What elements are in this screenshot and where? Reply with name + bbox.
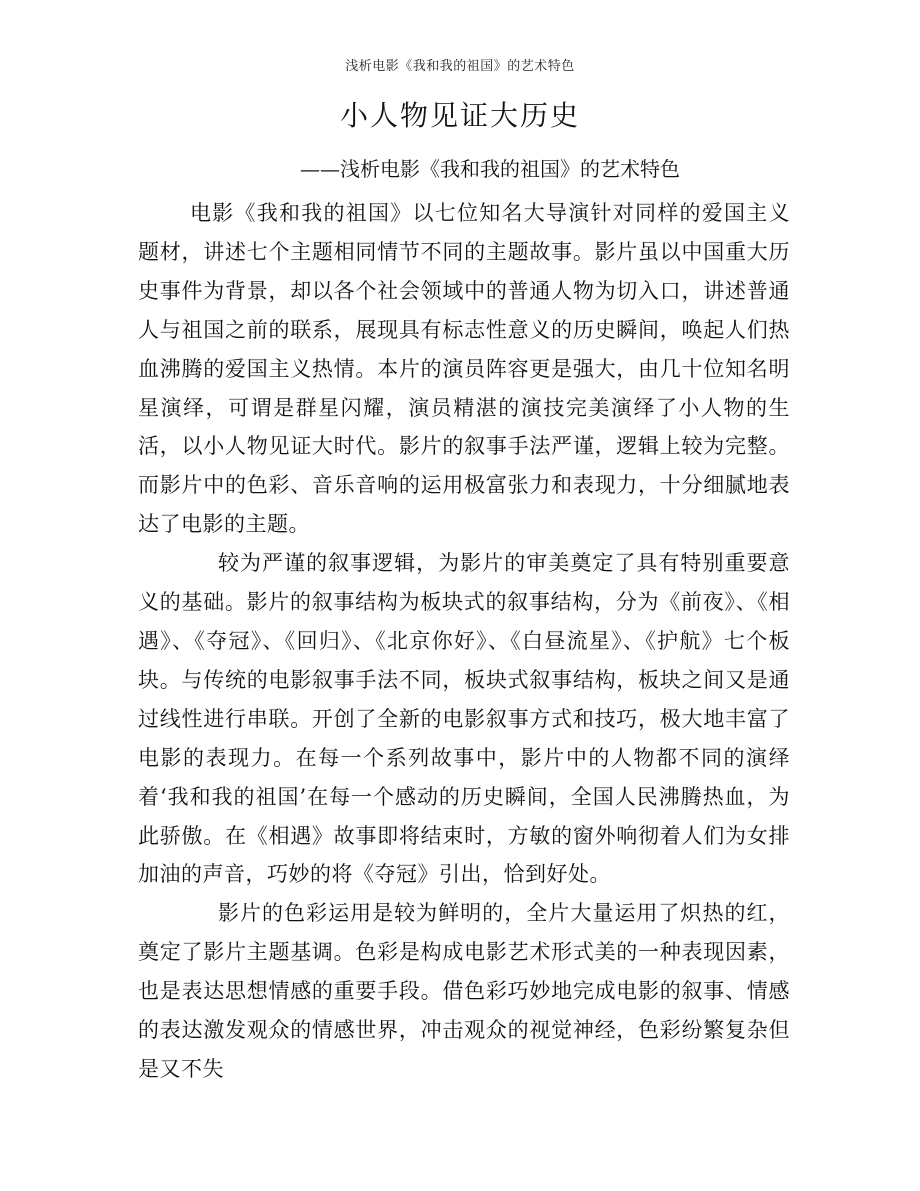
paragraph-1: 电影《我和我的祖国》以七位知名大导演针对同样的爱国主义题材，讲述七个主题相同情节不同的主题故事。影片虽以中国重大历史事件为背景，却以各个社会领域中的普通人物为切入口，讲述普通人与祖国之前的联系，展现具有标志性意义的历史瞬间，唤起人们热血沸腾的爱国主义热情。本片的演员阵容更是强大，由几十位知名明星演绎，可谓是群星闪耀，演员精湛的演技完美演绎了小人物的生活，以小人物见证大时代。影片的叙事手法严谨，逻辑上较为完整。而影片中的色彩、音乐音响的运用极富张力和表现力，十分细腻地表达了电影的主题。 — [138, 201, 790, 537]
paragraph-3: 影片的色彩运用是较为鲜明的，全片大量运用了炽热的红，奠定了影片主题基调。色彩是构成电影艺术形式美的一种表现因素，也是表达思想情感的重要手段。借色彩巧妙地完成电影的叙事、情感的表达激发观众的情感世界，冲击观众的视觉神经，色彩纷繁复杂但是又不失 — [138, 901, 790, 1081]
paragraph-2: 较为严谨的叙事逻辑，为影片的审美奠定了具有特别重要意义的基础。影片的叙事结构为板块式的叙事结构，分为《前夜》、《相遇》、《夺冠》、《回归》、《北京你好》、《白昼流星》、《护航》七个板块。与传统的电影叙事手法不同，板块式叙事结构，板块之间又是通过线性进行串联。开创了全新的电影叙事方式和技巧，极大地丰富了电影的表现力。在每一个系列故事中，影片中的人物都不同的演绎着‘我和我的祖国’在每一个感动的历史瞬间，全国人民沸腾热血，为此骄傲。在《相遇》故事即将结束时，方敏的窗外响彻着人们为女排加油的声音，巧妙的将《夺冠》引出，恰到好处。 — [138, 551, 790, 887]
page-title: 小人物见证大历史 — [339, 99, 580, 132]
body-text — [138, 194, 790, 1089]
page-subtitle: ——浅析电影《我和我的祖国》的艺术特色 — [300, 157, 680, 181]
running-header: 浅析电影《我和我的祖国》的艺术特色 — [345, 59, 575, 74]
